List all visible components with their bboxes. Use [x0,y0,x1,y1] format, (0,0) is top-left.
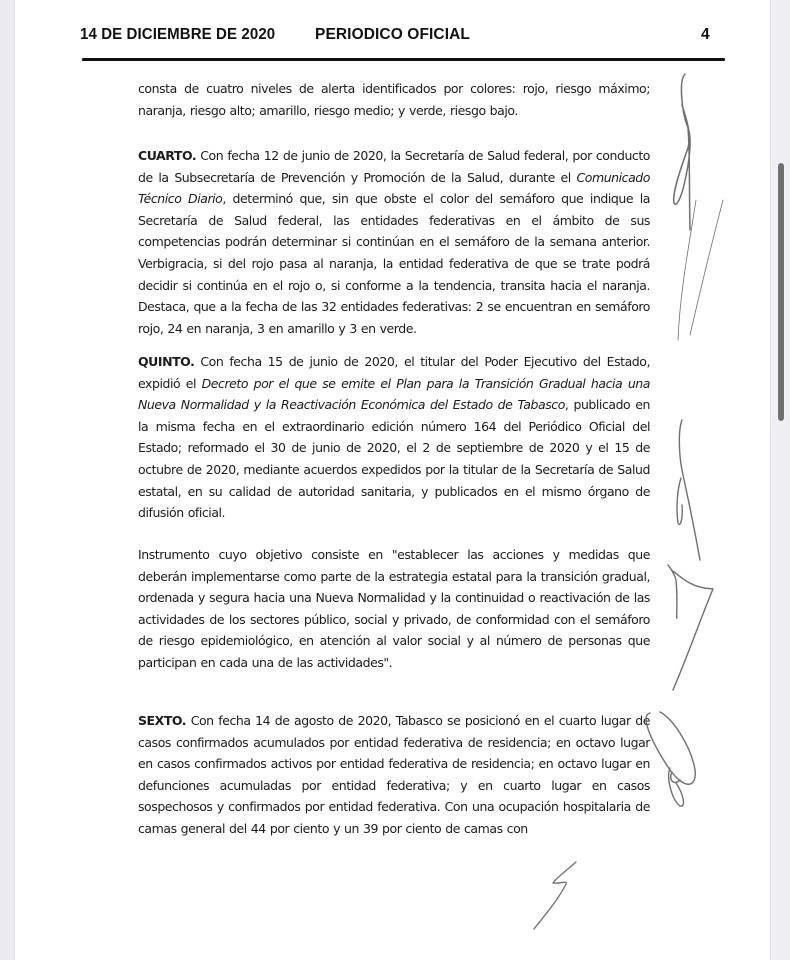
document-page [15,0,770,960]
header-page-number: 4 [701,26,710,43]
viewer-right-margin [770,0,790,960]
header-date: 14 DE DICIEMBRE DE 2020 [80,26,276,43]
header-publication: PERIODICO OFICIAL [315,26,470,43]
paragraph-cuarto [138,145,650,339]
paragraph-text: Con fecha 14 de agosto de 2020, Tabasco se posicionó en el cuarto lugar de casos confirmados acumulados por entidad federativa de residencia; en octavo lugar en casos confirmados activos por entidad federativa de residencia; en octavo lugar en defunciones acumuladas por entidad federativa; y en cuarto lugar en casos sospechosos y confirmados por entidad federativa. Con una ocupación hospitalaria de camas general del 44 por ciento y un 39 por ciento de camas con [138,713,650,836]
italic-title: Decreto por el que se emite el Plan para la Transición Gradual hacia una Nueva Normalidad y la Reactivación Económica del Estado de Tabasco [138,375,650,413]
paragraph-text: Con fecha 12 de junio de 2020, la Secretaría de Salud federal, por conducto de la Subsecretaría de Prevención y Promoción de la Salud, durante el [138,148,650,185]
paragraph-sexto [138,710,650,840]
paragraph-instrumento [138,544,650,674]
paragraph-text: , publicado en la misma fecha en el extraordinario edición número 164 del Periódico Oficial del Estado; reformado el 30 de junio de 2020, el 2 de septiembre de 2020 y el 15 de octubre de 2020, mediante acuerdos expedidos por la titular de la Secretaría de Salud estatal, en su calidad de autoridad sanitaria, y publicados en el mismo órgano de difusión oficial. [138,397,650,521]
paragraph-text: , determinó que, sin que obste el color del semáforo que indique la Secretaría de Salud federal, las entidades federativas en el ámbito de sus competencias podrán determinar si continúan en el semáforo de la semana anterior. Verbigracia, si del rojo pasa al naranja, la entidad federativa de que se trate podrá decidir si continúa en el rojo o, si conforme a la tendencia, transita hacia el naranja. Destaca, que a la fecha de las 32 entidades federativas: 2 se encuentran en semáforo rojo, 24 en naranja, 3 en amarillo y 3 en verde. [138,191,650,336]
vertical-scrollbar-thumb[interactable] [778,163,784,421]
section-label: QUINTO. [138,354,195,369]
paragraph-text: Con fecha 15 de junio de 2020, el titular del Poder Ejecutivo del Estado, expidió el [138,354,650,391]
header-rule [82,58,725,61]
viewer-left-margin [0,0,15,960]
section-label: CUARTO. [138,148,197,163]
paragraph-intro [138,78,650,121]
italic-title: Comunicado Técnico Diario [138,169,650,207]
page-header [15,26,770,50]
paragraph-text: Instrumento cuyo objetivo consiste en "establecer las acciones y medidas que deberán implementarse como parte de la estrategia estatal para la transición gradual, ordenada y segura hacia una Nueva Normalidad y la continuidad o reactivación de las actividades de los sectores público, social y privado, de conformidad con el semáforo de riesgo epidemiológico, en atención al valor social y al número de personas que participan en cada una de las actividades". [138,547,650,670]
paragraph-quinto [138,351,650,524]
section-label: SEXTO. [138,713,187,728]
paragraph-text: consta de cuatro niveles de alerta identificados por colores: rojo, riesgo máximo; naranja, riesgo alto; amarillo, riesgo medio; y verde, riesgo bajo. [138,81,650,118]
